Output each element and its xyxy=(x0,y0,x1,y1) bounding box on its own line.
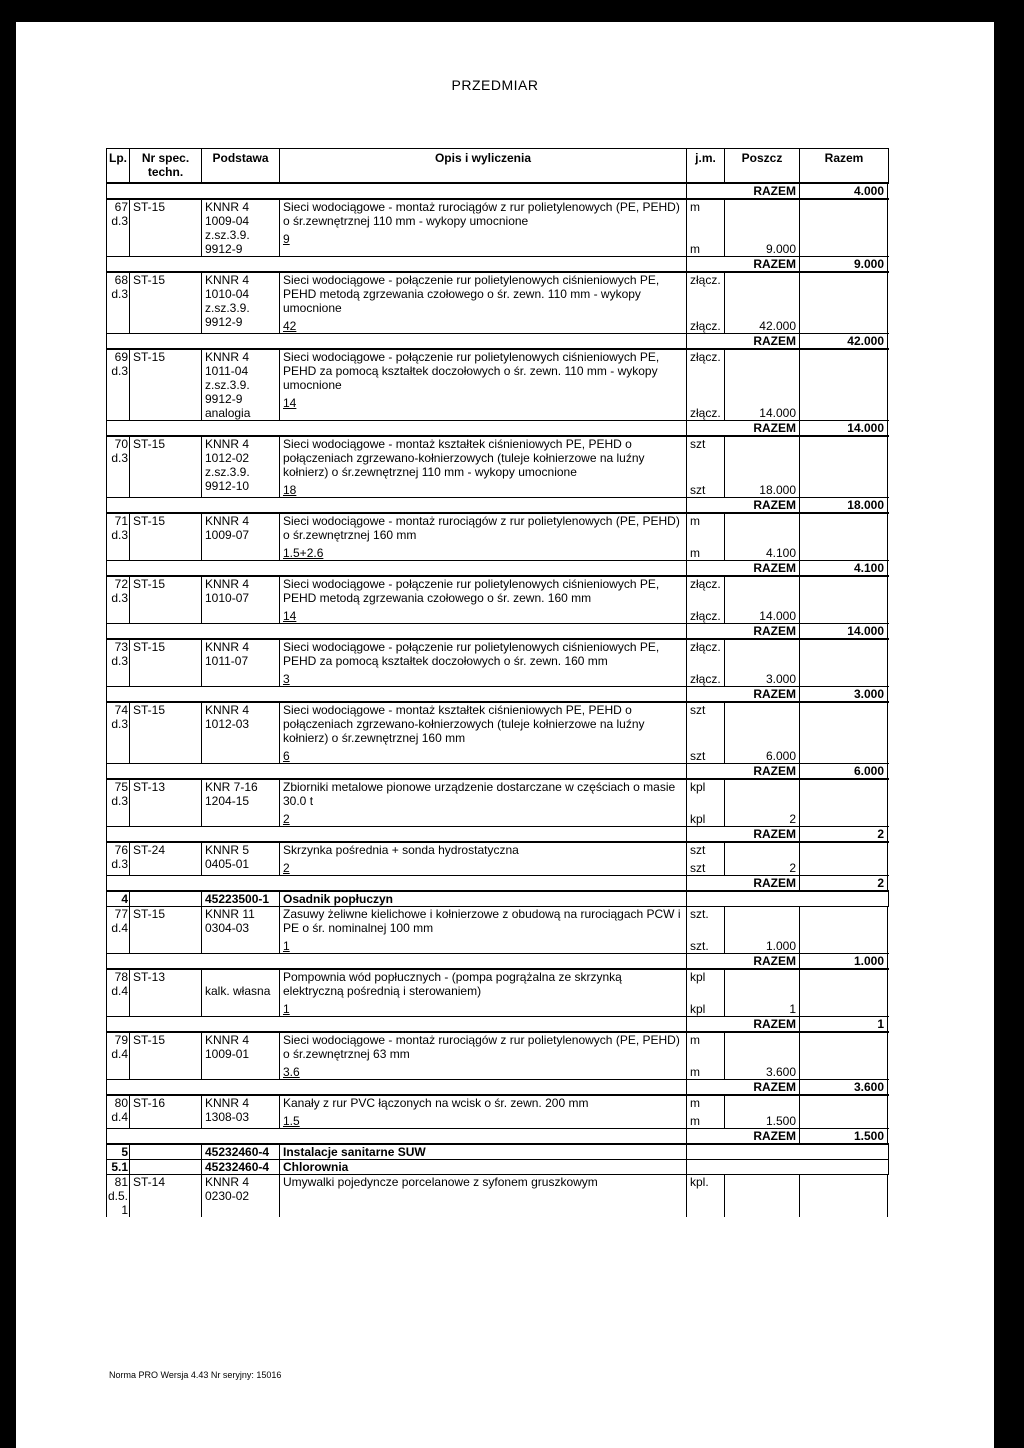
razem-label: RAZEM xyxy=(687,876,800,890)
row-opis-cell xyxy=(280,350,687,420)
row-opis: Sieci wodociągowe - montaż rurociągów z rur polietylenowych (PE, PEHD) o śr.zewnętrznej 63 mm xyxy=(283,1033,680,1061)
row-opis-cell xyxy=(280,703,687,763)
razem-row xyxy=(106,763,889,779)
row-opis: Sieci wodociągowe - połączenie rur polietylenowych ciśnieniowych PE, PEHD metodą zgrzewania czołowego o śr. zewn. 160 mm xyxy=(283,577,660,605)
row-qty-jm xyxy=(690,1203,721,1217)
row-jm-cell xyxy=(687,577,725,623)
row-jm-cell xyxy=(687,843,725,875)
razem-row xyxy=(106,183,889,199)
razem-label: RAZEM xyxy=(687,498,800,512)
section-name: Instalacje sanitarne SUW xyxy=(280,1145,687,1159)
row-opis: Sieci wodociągowe - montaż kształtek ciśnieniowych PE, PEHD o połączeniach zgrzewano-kołnierzowych (tuleje kołnierzowe na luźny kołnierz) o śr.zewnętrznej 110 mm - wykopy umocnione xyxy=(283,437,645,479)
row-poszcz: 1.000 xyxy=(765,939,796,953)
razem-value: 3.000 xyxy=(800,687,888,701)
row-razem-cell xyxy=(800,577,888,623)
row-qty: 1.5+2.6 xyxy=(283,546,324,560)
row-razem-cell xyxy=(800,1033,888,1079)
row-poszcz-cell xyxy=(725,350,800,420)
row-lp: 77 d.4 xyxy=(107,907,130,953)
row-razem-cell xyxy=(800,843,888,875)
table-row xyxy=(106,1174,889,1217)
row-jm-cell xyxy=(687,780,725,826)
row-jm-cell xyxy=(687,514,725,560)
razem-row xyxy=(106,826,889,842)
section-rest xyxy=(687,892,888,906)
section-number: 5 xyxy=(107,1145,130,1159)
row-jm: m xyxy=(690,200,700,214)
row-lp: 79 d.4 xyxy=(107,1033,130,1079)
row-poszcz-cell xyxy=(725,970,800,1016)
razem-value: 18.000 xyxy=(800,498,888,512)
row-razem-cell xyxy=(800,200,888,256)
section-rest xyxy=(687,1145,888,1159)
table-row xyxy=(106,842,889,875)
row-opis-cell xyxy=(280,273,687,333)
razem-row xyxy=(106,1128,889,1144)
row-poszcz: 14.000 xyxy=(759,406,796,420)
razem-row xyxy=(106,420,889,436)
row-opis: Sieci wodociągowe - połączenie rur polietylenowych ciśnieniowych PE, PEHD metodą zgrzewania czołowego o śr. zewn. 110 mm - wykopy umocnione xyxy=(283,273,660,315)
row-lp: 68 d.3 xyxy=(107,273,130,333)
table-row xyxy=(106,779,889,826)
row-opis: Pompownia wód popłucznych - (pompa pogrążalna ze skrzynką elektryczną pośrednią i sterowaniem) xyxy=(283,970,622,998)
section-code: 45223500-1 xyxy=(202,892,280,906)
row-spec: ST-14 xyxy=(130,1175,202,1217)
table-header xyxy=(106,148,889,183)
row-spec: ST-15 xyxy=(130,437,202,497)
row-jm-cell xyxy=(687,437,725,497)
row-qty-jm: szt. xyxy=(690,939,709,953)
row-razem-cell xyxy=(800,350,888,420)
razem-value: 1.500 xyxy=(800,1129,888,1143)
col-nr-spec: Nr spec. techn. xyxy=(130,149,202,182)
row-opis: Sieci wodociągowe - połączenie rur polietylenowych ciśnieniowych PE, PEHD za pomocą kształtek doczołowych o śr. zewn. 160 mm xyxy=(283,640,660,668)
row-opis-cell xyxy=(280,514,687,560)
section-spacer xyxy=(130,1145,202,1159)
col-opis: Opis i wyliczenia xyxy=(280,149,687,182)
row-poszcz-cell xyxy=(725,273,800,333)
row-razem-cell xyxy=(800,514,888,560)
row-poszcz-cell xyxy=(725,437,800,497)
row-qty: 2 xyxy=(283,861,290,875)
razem-value: 4.100 xyxy=(800,561,888,575)
razem-label: RAZEM xyxy=(687,561,800,575)
row-podstawa: KNNR 4 1012-03 xyxy=(202,703,280,763)
razem-label: RAZEM xyxy=(687,1080,800,1094)
razem-value: 1 xyxy=(800,1017,888,1031)
row-jm-cell xyxy=(687,1096,725,1128)
razem-spacer xyxy=(107,257,687,271)
row-lp: 70 d.3 xyxy=(107,437,130,497)
row-opis-cell xyxy=(280,907,687,953)
row-jm: złącz. xyxy=(690,640,721,654)
row-poszcz: 14.000 xyxy=(759,609,796,623)
row-qty-jm: szt xyxy=(690,861,706,875)
razem-row xyxy=(106,256,889,272)
razem-spacer xyxy=(107,687,687,701)
section-name: Osadnik popłuczyn xyxy=(280,892,687,906)
row-jm: szt xyxy=(690,703,706,717)
top-border xyxy=(0,0,1024,22)
table-row xyxy=(106,1032,889,1079)
row-poszcz: 2 xyxy=(789,861,796,875)
row-poszcz-cell xyxy=(725,843,800,875)
row-lp: 71 d.3 xyxy=(107,514,130,560)
row-qty: 14 xyxy=(283,609,297,623)
row-razem-cell xyxy=(800,907,888,953)
row-podstawa: kalk. własna xyxy=(202,970,280,1016)
row-razem-cell xyxy=(800,703,888,763)
row-lp: 78 d.4 xyxy=(107,970,130,1016)
section-row xyxy=(106,891,889,906)
row-poszcz-cell xyxy=(725,200,800,256)
row-opis: Zasuwy żeliwne kielichowe i kołnierzowe z obudową na rurociągach PCW i PE o śr. nominalnej 100 mm xyxy=(283,907,681,935)
row-poszcz: 4.100 xyxy=(765,546,796,560)
section-row xyxy=(106,1144,889,1159)
row-podstawa: KNNR 4 0230-02 xyxy=(202,1175,280,1217)
row-jm: złącz. xyxy=(690,273,721,287)
row-opis-cell xyxy=(280,843,687,875)
razem-spacer xyxy=(107,764,687,778)
razem-spacer xyxy=(107,421,687,435)
row-opis-cell xyxy=(280,970,687,1016)
row-poszcz-cell xyxy=(725,703,800,763)
razem-label: RAZEM xyxy=(687,764,800,778)
row-poszcz-cell xyxy=(725,640,800,686)
row-jm: złącz. xyxy=(690,350,721,364)
row-lp: 67 d.3 xyxy=(107,200,130,256)
row-qty: 9 xyxy=(283,232,290,246)
row-poszcz: 18.000 xyxy=(759,483,796,497)
col-lp: Lp. xyxy=(107,149,130,182)
razem-label: RAZEM xyxy=(687,1129,800,1143)
row-opis: Umywalki pojedyncze porcelanowe z syfonem gruszkowym xyxy=(283,1175,598,1189)
section-name: Chlorownia xyxy=(280,1160,687,1174)
row-qty: 6 xyxy=(283,749,290,763)
row-spec: ST-16 xyxy=(130,1096,202,1128)
row-podstawa: KNNR 4 1010-04 z.sz.3.9. 9912-9 xyxy=(202,273,280,333)
razem-value: 6.000 xyxy=(800,764,888,778)
row-poszcz: 1.500 xyxy=(765,1114,796,1128)
razem-label: RAZEM xyxy=(687,421,800,435)
row-jm-cell xyxy=(687,970,725,1016)
row-spec: ST-15 xyxy=(130,1033,202,1079)
table-row xyxy=(106,969,889,1016)
row-qty: 1.5 xyxy=(283,1114,300,1128)
row-opis-cell xyxy=(280,437,687,497)
table-body xyxy=(106,183,889,1217)
row-opis-cell xyxy=(280,1175,687,1217)
row-opis-cell xyxy=(280,200,687,256)
razem-value: 42.000 xyxy=(800,334,888,348)
row-qty-jm: m xyxy=(690,1114,700,1128)
razem-row xyxy=(106,686,889,702)
razem-label: RAZEM xyxy=(687,257,800,271)
table-row xyxy=(106,199,889,256)
row-qty-jm: m xyxy=(690,546,700,560)
row-qty: 3.6 xyxy=(283,1065,300,1079)
row-razem-cell xyxy=(800,640,888,686)
table-row xyxy=(106,436,889,497)
razem-value: 2 xyxy=(800,876,888,890)
row-opis: Kanały z rur PVC łączonych na wcisk o śr. zewn. 200 mm xyxy=(283,1096,589,1110)
row-spec: ST-15 xyxy=(130,350,202,420)
row-poszcz: 2 xyxy=(789,812,796,826)
row-jm: szt. xyxy=(690,907,709,921)
row-jm-cell xyxy=(687,1175,725,1217)
razem-label: RAZEM xyxy=(687,334,800,348)
row-qty: 3 xyxy=(283,672,290,686)
table-row xyxy=(106,349,889,420)
cost-table xyxy=(106,148,889,1217)
razem-spacer xyxy=(107,1080,687,1094)
row-podstawa: KNNR 4 1009-04 z.sz.3.9. 9912-9 xyxy=(202,200,280,256)
row-poszcz-cell xyxy=(725,780,800,826)
row-opis: Skrzynka pośrednia + sonda hydrostatyczna xyxy=(283,843,519,857)
row-spec: ST-15 xyxy=(130,703,202,763)
row-jm: kpl xyxy=(690,780,706,794)
row-opis-cell xyxy=(280,1096,687,1128)
row-qty-jm: złącz. xyxy=(690,609,721,623)
section-rest xyxy=(687,1160,888,1174)
row-podstawa: KNNR 4 1009-01 xyxy=(202,1033,280,1079)
row-razem-cell xyxy=(800,970,888,1016)
row-jm-cell xyxy=(687,350,725,420)
row-poszcz: 3.600 xyxy=(765,1065,796,1079)
razem-row xyxy=(106,560,889,576)
col-poszcz: Poszcz xyxy=(725,149,800,182)
row-jm: m xyxy=(690,514,700,528)
razem-spacer xyxy=(107,184,687,198)
row-podstawa: KNNR 4 1308-03 xyxy=(202,1096,280,1128)
row-jm-cell xyxy=(687,200,725,256)
row-lp: 73 d.3 xyxy=(107,640,130,686)
row-jm-cell xyxy=(687,640,725,686)
razem-spacer xyxy=(107,1129,687,1143)
razem-row xyxy=(106,497,889,513)
row-qty: 2 xyxy=(283,812,290,826)
row-jm-cell xyxy=(687,703,725,763)
page-title: PRZEDMIAR xyxy=(451,77,539,93)
razem-spacer xyxy=(107,954,687,968)
row-jm-cell xyxy=(687,907,725,953)
row-qty-jm: kpl xyxy=(690,812,706,826)
row-podstawa: KNNR 4 1009-07 xyxy=(202,514,280,560)
razem-row xyxy=(106,953,889,969)
row-opis-cell xyxy=(280,640,687,686)
table-row xyxy=(106,906,889,953)
razem-value: 2 xyxy=(800,827,888,841)
section-code: 45232460-4 xyxy=(202,1145,280,1159)
row-opis: Sieci wodociągowe - montaż rurociągów z rur polietylenowych (PE, PEHD) o śr.zewnętrznej 160 mm xyxy=(283,514,680,542)
row-opis: Sieci wodociągowe - montaż kształtek ciśnieniowych PE, PEHD o połączeniach zgrzewano-kołnierzowych (tuleje kołnierzowe na luźny kołnierz) o śr.zewnętrznej 160 mm xyxy=(283,703,645,745)
razem-spacer xyxy=(107,827,687,841)
row-poszcz: 1 xyxy=(789,1002,796,1016)
section-number: 4 xyxy=(107,892,130,906)
razem-row xyxy=(106,623,889,639)
razem-label: RAZEM xyxy=(687,1017,800,1031)
row-qty xyxy=(283,1193,683,1207)
razem-spacer xyxy=(107,1017,687,1031)
row-qty-jm: kpl xyxy=(690,1002,706,1016)
row-jm: szt xyxy=(690,437,706,451)
row-lp: 72 d.3 xyxy=(107,577,130,623)
razem-label: RAZEM xyxy=(687,184,800,198)
razem-spacer xyxy=(107,498,687,512)
row-opis-cell xyxy=(280,1033,687,1079)
razem-label: RAZEM xyxy=(687,687,800,701)
table-row xyxy=(106,272,889,333)
razem-label: RAZEM xyxy=(687,827,800,841)
col-podstawa: Podstawa xyxy=(202,149,280,182)
razem-spacer xyxy=(107,334,687,348)
left-border xyxy=(0,0,16,1448)
row-jm: m xyxy=(690,1033,700,1047)
row-poszcz: 42.000 xyxy=(759,319,796,333)
row-poszcz-cell xyxy=(725,1175,800,1217)
right-border xyxy=(994,0,1024,1448)
row-jm-cell xyxy=(687,273,725,333)
razem-value: 9.000 xyxy=(800,257,888,271)
row-qty: 1 xyxy=(283,1002,290,1016)
razem-label: RAZEM xyxy=(687,624,800,638)
razem-value: 14.000 xyxy=(800,421,888,435)
razem-value: 14.000 xyxy=(800,624,888,638)
row-poszcz-cell xyxy=(725,1096,800,1128)
row-qty: 1 xyxy=(283,939,290,953)
section-spacer xyxy=(130,892,202,906)
row-qty-jm: szt xyxy=(690,749,706,763)
row-spec: ST-13 xyxy=(130,970,202,1016)
razem-row xyxy=(106,875,889,891)
row-razem-cell xyxy=(800,273,888,333)
row-qty: 42 xyxy=(283,319,297,333)
row-jm: szt xyxy=(690,843,706,857)
row-lp: 80 d.4 xyxy=(107,1096,130,1128)
row-qty: 14 xyxy=(283,396,297,410)
row-qty-jm: złącz. xyxy=(690,406,721,420)
row-podstawa: KNNR 4 1010-07 xyxy=(202,577,280,623)
col-razem: Razem xyxy=(824,151,864,165)
row-qty-jm: m xyxy=(690,1065,700,1079)
row-spec: ST-15 xyxy=(130,907,202,953)
section-number: 5.1 xyxy=(107,1160,130,1174)
row-razem-cell xyxy=(800,780,888,826)
row-jm-cell xyxy=(687,1033,725,1079)
row-spec: ST-15 xyxy=(130,577,202,623)
table-row xyxy=(106,513,889,560)
row-lp: 81 d.5. 1 xyxy=(107,1175,128,1217)
col-jm: j.m. xyxy=(687,149,725,182)
row-poszcz: 9.000 xyxy=(765,242,796,256)
row-jm: kpl. xyxy=(690,1175,709,1189)
razem-value: 3.600 xyxy=(800,1080,888,1094)
row-jm: złącz. xyxy=(690,577,721,591)
razem-spacer xyxy=(107,876,687,890)
table-row xyxy=(106,702,889,763)
row-jm: m xyxy=(690,1096,700,1110)
row-spec: ST-15 xyxy=(130,640,202,686)
footer-note: Norma PRO Wersja 4.43 Nr seryjny: 15016 xyxy=(109,1370,282,1380)
row-podstawa: KNNR 5 0405-01 xyxy=(202,843,280,875)
row-spec: ST-15 xyxy=(130,273,202,333)
row-opis-cell xyxy=(280,780,687,826)
row-poszcz-cell xyxy=(725,907,800,953)
razem-row xyxy=(106,1079,889,1095)
row-qty-jm: złącz. xyxy=(690,672,721,686)
razem-value: 1.000 xyxy=(800,954,888,968)
row-qty-jm: szt xyxy=(690,483,706,497)
row-poszcz-cell xyxy=(725,577,800,623)
section-row xyxy=(106,1159,889,1174)
row-spec: ST-15 xyxy=(130,514,202,560)
row-podstawa: KNNR 4 1011-04 z.sz.3.9. 9912-9 analogia xyxy=(202,350,280,420)
row-spec: ST-13 xyxy=(130,780,202,826)
row-spec: ST-15 xyxy=(130,200,202,256)
row-lp: 74 d.3 xyxy=(107,703,130,763)
row-qty-jm: złącz. xyxy=(690,319,721,333)
razem-spacer xyxy=(107,624,687,638)
razem-value: 4.000 xyxy=(800,184,888,198)
row-opis: Sieci wodociągowe - połączenie rur polietylenowych ciśnieniowych PE, PEHD za pomocą kształtek doczołowych o śr. zewn. 110 mm - wykopy umocnione xyxy=(283,350,660,392)
section-spacer xyxy=(130,1160,202,1174)
row-lp: 69 d.3 xyxy=(107,350,130,420)
row-opis: Sieci wodociągowe - montaż rurociągów z rur polietylenowych (PE, PEHD) o śr.zewnętrznej 110 mm - wykopy umocnione xyxy=(283,200,680,228)
row-poszcz-cell xyxy=(725,514,800,560)
row-qty-jm: m xyxy=(690,242,700,256)
row-spec: ST-24 xyxy=(130,843,202,875)
row-podstawa: KNR 7-16 1204-15 xyxy=(202,780,280,826)
row-razem-cell xyxy=(800,437,888,497)
row-podstawa: KNNR 4 1012-02 z.sz.3.9. 9912-10 xyxy=(202,437,280,497)
row-podstawa: KNNR 4 1011-07 xyxy=(202,640,280,686)
row-poszcz: 3.000 xyxy=(765,672,796,686)
row-razem-cell xyxy=(800,1175,888,1217)
table-row xyxy=(106,639,889,686)
row-razem-cell xyxy=(800,1096,888,1128)
row-opis: Zbiorniki metalowe pionowe urządzenie dostarczane w częściach o masie 30.0 t xyxy=(283,780,676,808)
row-lp: 76 d.3 xyxy=(107,843,130,875)
section-code: 45232460-4 xyxy=(202,1160,280,1174)
razem-spacer xyxy=(107,561,687,575)
row-jm: kpl xyxy=(690,970,706,984)
razem-label: RAZEM xyxy=(687,954,800,968)
razem-row xyxy=(106,1016,889,1032)
row-poszcz: 6.000 xyxy=(765,749,796,763)
row-opis-cell xyxy=(280,577,687,623)
row-qty: 18 xyxy=(283,483,297,497)
razem-row xyxy=(106,333,889,349)
table-row xyxy=(106,576,889,623)
row-lp: 75 d.3 xyxy=(107,780,130,826)
row-podstawa: KNNR 11 0304-03 xyxy=(202,907,280,953)
row-poszcz-cell xyxy=(725,1033,800,1079)
table-row xyxy=(106,1095,889,1128)
